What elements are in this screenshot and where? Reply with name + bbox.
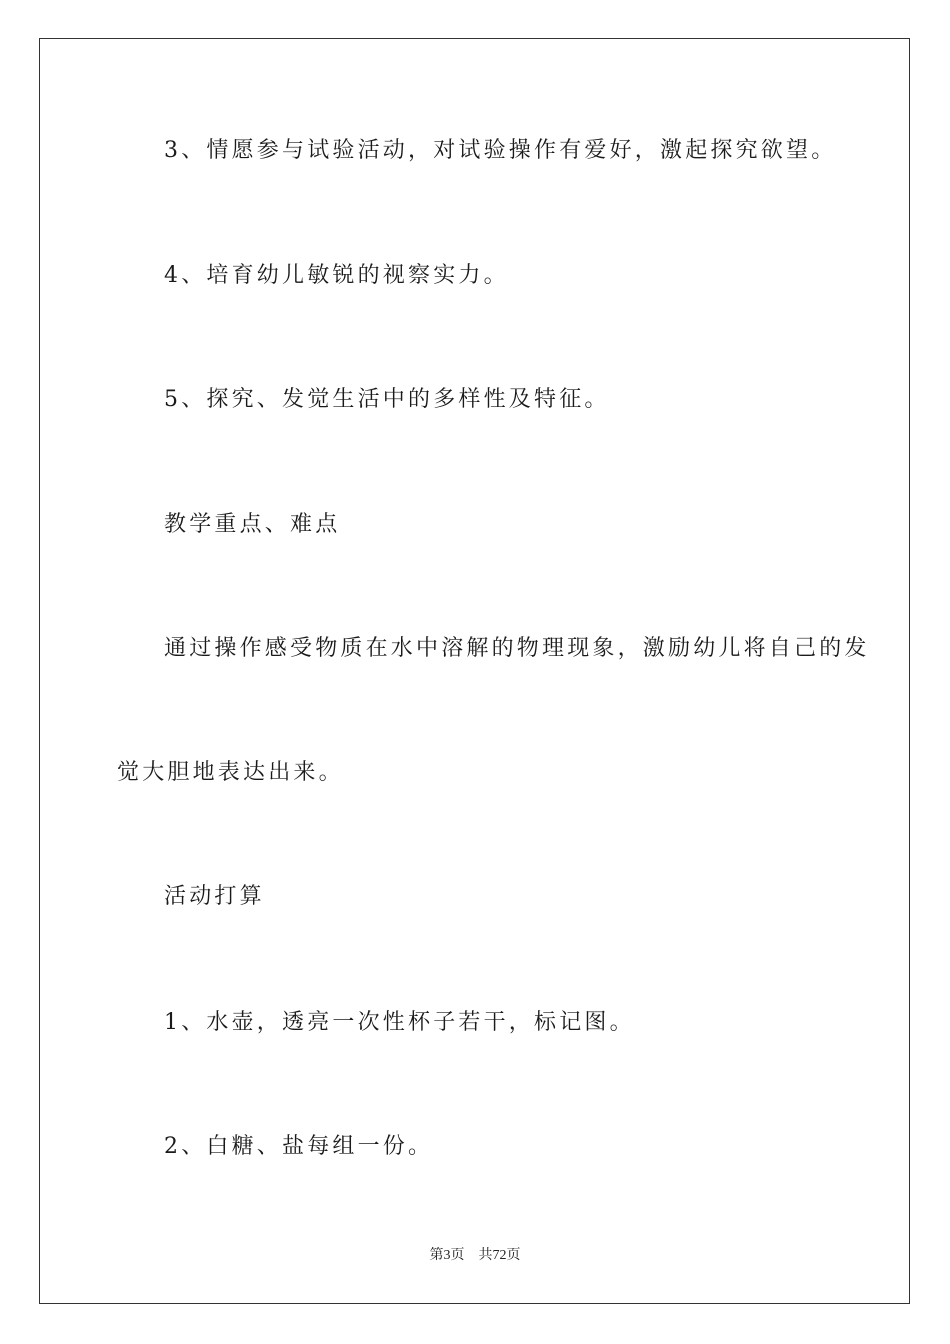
page-footer — [0, 1247, 950, 1265]
page-total: 共72页 — [478, 1248, 521, 1263]
paragraph-key-points-line-2: 觉大胆地表达出来。 — [117, 760, 344, 785]
paragraph-objective-4: 4、培育幼儿敏锐的视察实力。 — [164, 263, 509, 288]
paragraph-objective-5: 5、探究、发觉生活中的多样性及特征。 — [164, 387, 610, 412]
page-border — [39, 38, 910, 1304]
paragraph-prep-2: 2、白糖、盐每组一份。 — [164, 1134, 434, 1159]
page-number: 第3页 — [429, 1248, 465, 1263]
paragraph-prep-1: 1、水壶，透亮一次性杯子若干，标记图。 — [164, 1010, 635, 1035]
heading-activity-prep: 活动打算 — [164, 884, 265, 909]
heading-key-points: 教学重点、难点 — [164, 512, 341, 537]
paragraph-objective-3: 3、情愿参与试验活动，对试验操作有爱好，激起探究欲望。 — [164, 138, 837, 163]
paragraph-key-points-line-1: 通过操作感受物质在水中溶解的物理现象，激励幼儿将自己的发 — [164, 636, 870, 661]
